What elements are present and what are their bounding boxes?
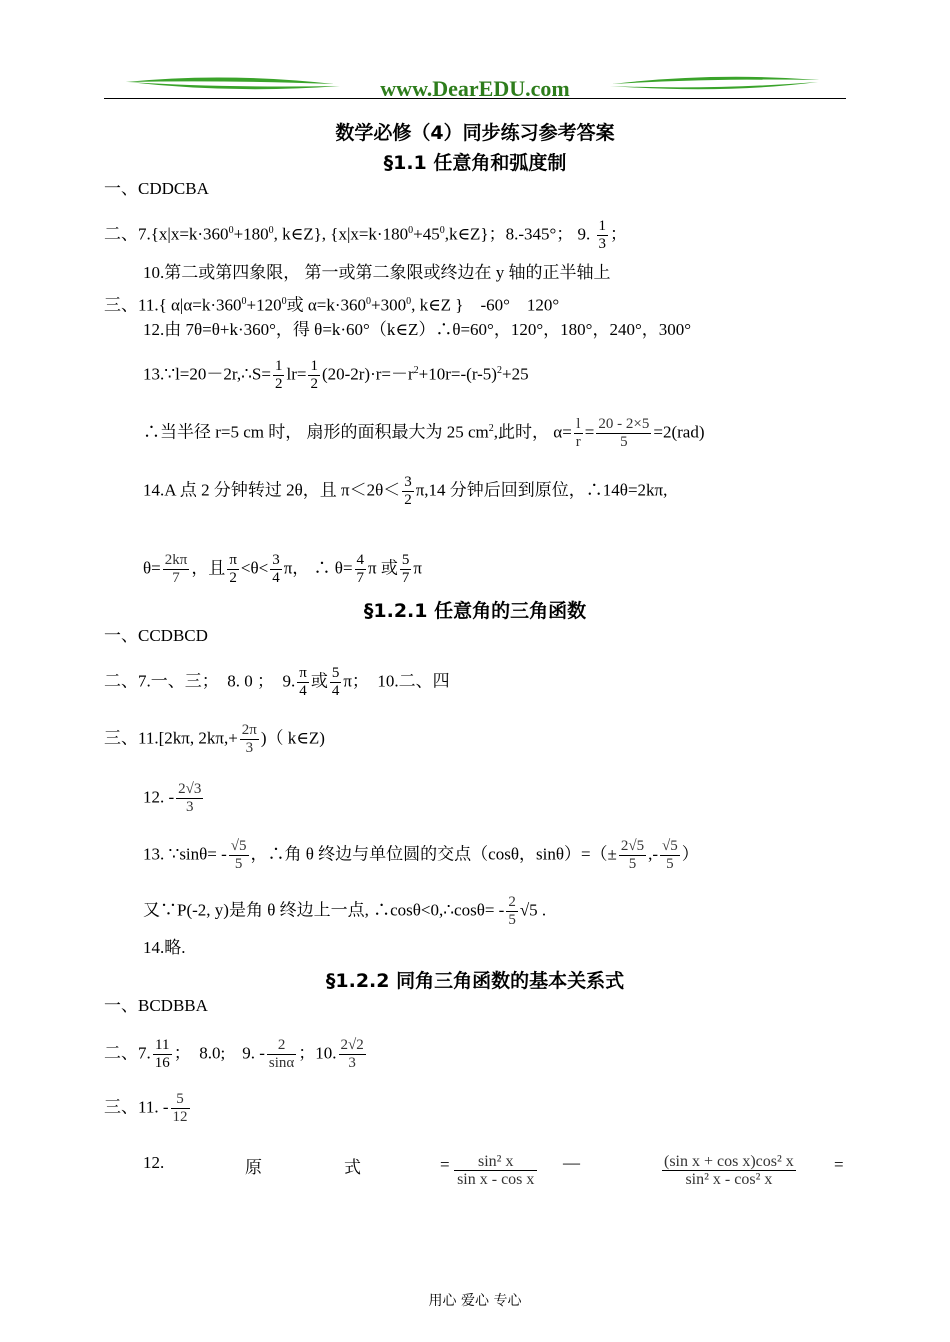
fraction: $\frac{3}{2}$ (404, 474, 412, 508)
fraction: $\frac{4}{7}$ (356, 552, 365, 586)
s2-line-7: 14.略. (143, 938, 186, 957)
s3-line-4-minus: — (563, 1153, 580, 1172)
section-title-1-2-1: §1.2.1 任意角的三角函数 (363, 600, 587, 622)
fraction: $\frac{1}{2}$ (310, 358, 318, 392)
fraction: $\frac{1}{3}$ (598, 218, 607, 252)
s1-line-2: 二、$7.\{x|x=k\cdot 360^0+180^0$, k∈Z}, $\{x|x=k\cdot 180^0+45^0,k\in Z\}$；8.-345°； 9. $\frac{1}{3}$ ； (104, 218, 628, 252)
fraction: $\frac{2√2}{3}$ (340, 1037, 364, 1071)
fraction: $\frac{√5}{5}$ (230, 838, 247, 872)
fraction: $\frac{2}{\sin\alpha}$ (268, 1037, 295, 1071)
s1-line-9: θ= $\frac{2k\pi}{7}$ ，且 $\frac{\pi}{2}$ <θ< $\frac{3}{4}$ π， ∴ θ= $\frac{4}{7}$ π 或 $\frac{5}{7}$ π (143, 552, 422, 586)
s3-line-4-number: 12. (143, 1153, 165, 1172)
fraction: $\frac{20 - 2\times 5}{5}$ (598, 416, 650, 450)
fraction: $\frac{5}{12}$ (172, 1091, 188, 1125)
section-title-1-2-2: §1.2.2 同角三角函数的基本关系式 (325, 970, 625, 992)
text: +45 (413, 224, 440, 244)
s2-line-1: 一、CCDBCD (104, 626, 208, 645)
s2-line-5: 13. ∵sinθ= - $\frac{√5}{5}$ ，∴角 θ 终边与单位圆的交点（cosθ，sinθ）=（± $\frac{2√5}{5}$ ,- $\frac{√5}{5}$ ） (143, 838, 699, 872)
fraction: $\frac{2√3}{3}$ (178, 781, 202, 815)
s1-line-7: ∴当半径 r=5 cm 时， 扇形的面积最大为 25 $cm^2$,此时， α= $\frac{l}{r}$ = $\frac{20 - 2\times 5}{5}$ =2(rad) (143, 416, 705, 450)
s3-line-4-equals-2: = (834, 1155, 844, 1174)
s3-line-4-fraction-1 (452, 1153, 539, 1188)
s2-line-2: 二、7.一、三； 8. 0 ； 9. $\frac{\pi}{4}$ 或 $\frac{5}{4}$ π； 10.二、四 (104, 665, 450, 699)
fraction: $\frac{l}{r}$ (575, 416, 581, 450)
fraction: $\frac{1}{2}$ (274, 358, 283, 392)
s1-line-3: 10.第二或第四象限， 第一或第二象限或终边在 y 轴的正半轴上 (143, 263, 611, 282)
fraction: $\frac{\text{(sin x + cos x)cos² x}}{\text{sin² x - cos² x}}$ (664, 1153, 794, 1188)
section-title-1-1: §1.1 任意角和弧度制 (383, 152, 567, 174)
s1-line-6: 13.∵l=20－2r,∴S= $\frac{1}{2}$ lr= $\frac{1}{2}$ $(20-2r)\cdot r=-r^2+10r=-(r-5)^2+25$ (143, 358, 529, 392)
s3-line-4-fraction-2 (660, 1153, 798, 1188)
s2-line-4: 12. - $\frac{2√3}{3}$ (143, 781, 202, 815)
fraction: $\frac{2\pi}{3}$ (241, 722, 257, 756)
fraction: $\frac{2}{5}$ (508, 894, 516, 928)
s3-line-2: 二、7. $\frac{11}{16}$ ； 8.0; 9. - $\frac{2}{\sin\alpha}$ ；10. $\frac{2√2}{3}$ (104, 1037, 364, 1071)
s2-line-6: 又∵P(-2, y)是角 θ 终边上一点, ∴cosθ<0,∴cosθ= - $\frac{2}{5}$ √5 . (143, 894, 547, 928)
fraction: $\frac{11}{16}$ (154, 1037, 170, 1071)
s2-line-3: 三、11.[2kπ, 2kπ,+ $\frac{2\pi}{3}$ )（ k∈Z) (104, 722, 325, 756)
fraction: $\frac{2k\pi}{7}$ (164, 552, 188, 586)
fraction: $\frac{\pi}{2}$ (229, 552, 237, 586)
s1-line-4: 三、11.{ $\alpha|\alpha=k\cdot 360^0+120^0$或 $\alpha=k\cdot 360^0+300^0$, k∈Z } -60° 120° (104, 295, 560, 315)
s3-line-4-word-1: 原 (245, 1158, 262, 1177)
fraction: $\frac{\pi}{4}$ (299, 665, 307, 699)
fraction: $\frac{\text{sin² x}}{\text{sin x - cos x}}$ (454, 1153, 537, 1188)
fraction: $\frac{3}{4}$ (272, 552, 280, 586)
s3-line-4-word-2: 式 (344, 1158, 361, 1177)
text: , k∈Z}, {x|x=k·180 (273, 224, 409, 244)
text: ,k∈Z}；8.-345°； 9. (444, 224, 591, 244)
header-rule (104, 98, 846, 99)
s3-line-3: 三、11. - $\frac{5}{12}$ (104, 1091, 188, 1125)
s1-line-1: 一、CDDCBA (104, 179, 209, 198)
s3-line-1: 一、BCDBBA (104, 996, 208, 1015)
fraction: $\frac{5}{4}$ (331, 665, 340, 699)
s1-line-8: 14.A 点 2 分钟转过 2θ，且 π＜2θ＜ $\frac{3}{2}$ π,14 分钟后回到原位，∴14θ=2kπ, (143, 474, 668, 508)
s3-line-4-equals: = (440, 1155, 450, 1174)
s1-line-5: 12.由 7θ=θ+k·360°，得 θ=k·60°（k∈Z）∴θ=60°，120°，180°，240°，300° (143, 320, 692, 339)
fraction: $\frac{√5}{5}$ (662, 838, 678, 872)
page-title: 数学必修（4）同步练习参考答案 (335, 122, 615, 144)
page-footer: 用心 爱心 专心 (428, 1293, 522, 1309)
text: 二、7.{x|x=k·360 (104, 224, 229, 244)
site-logo: www.DearEDU.com (380, 76, 570, 101)
fraction: $\frac{5}{7}$ (401, 552, 410, 586)
text: +180 (233, 224, 269, 244)
fraction: $\frac{2√5}{5}$ (620, 838, 645, 872)
